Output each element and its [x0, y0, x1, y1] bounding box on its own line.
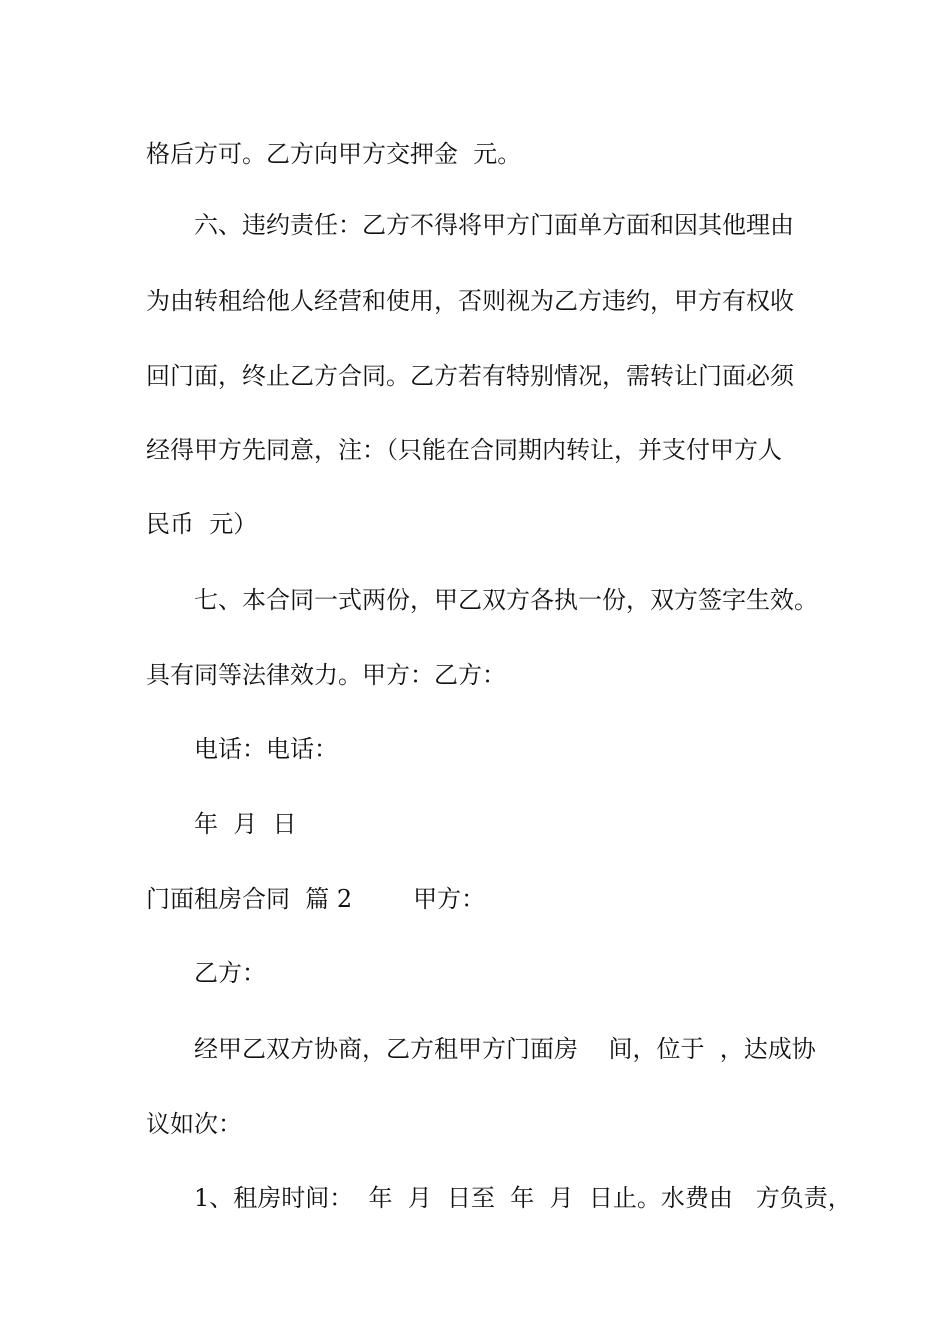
paragraph-line: 经得甲方先同意，注：（只能在合同期内转让，并支付甲方人 [146, 436, 782, 464]
paragraph-line: 七、本合同一式两份，甲乙双方各执一份，双方签字生效。 [194, 586, 818, 614]
paragraph-line: 具有同等法律效力。甲方：乙方： [146, 661, 506, 689]
section-heading: 门面租房合同 篇 2 甲方： [146, 885, 486, 913]
paragraph-line: 乙方： [194, 959, 266, 987]
date-line: 年 月 日 [194, 810, 297, 838]
paragraph-line: 格后方可。乙方向甲方交押金 元。 [146, 140, 522, 168]
paragraph-line: 电话：电话： [194, 735, 338, 763]
paragraph-line: 民币 元） [146, 510, 258, 538]
paragraph-line: 经甲乙双方协商，乙方租甲方门面房 间，位于 ，达成协 [194, 1035, 816, 1063]
paragraph-line: 六、违约责任：乙方不得将甲方门面单方面和因其他理由 [194, 211, 794, 239]
paragraph-line: 为由转租给他人经营和使用，否则视为乙方违约，甲方有权收 [146, 287, 794, 315]
paragraph-line: 回门面，终止乙方合同。乙方若有特别情况，需转让门面必须 [146, 362, 794, 390]
paragraph-line: 议如次： [146, 1110, 242, 1138]
paragraph-line: 1、租房时间： 年 月 日至 年 月 日止。水费由 方负责， [194, 1184, 852, 1212]
